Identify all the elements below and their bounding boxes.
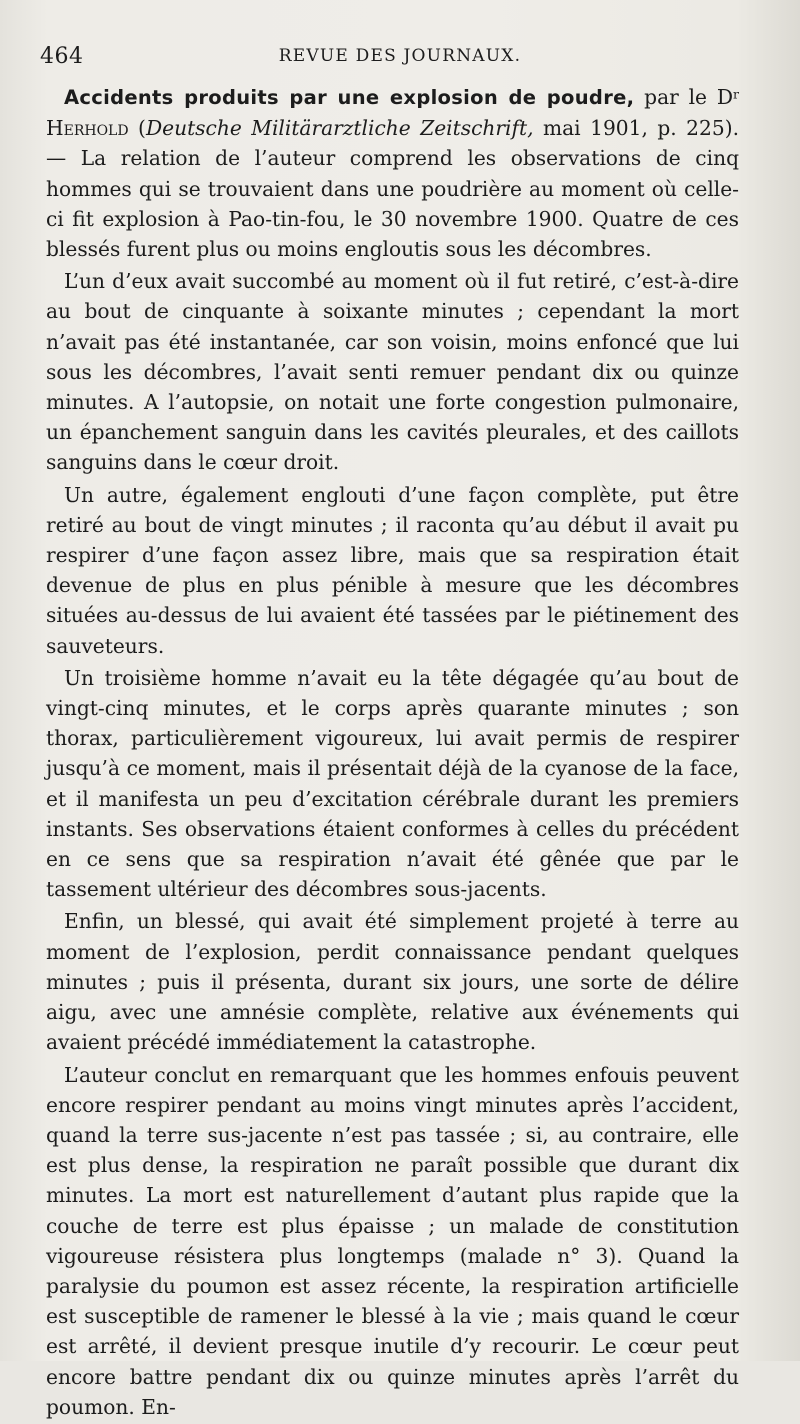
author-name: Herhold [46,116,129,141]
paragraph-third-victim: Un troisième homme n’avait eu la tête dégagée qu’au bout de vingt-cinq minutes, et le corps après quarante minutes ; son thorax, particulièrement vigoureux, lui avait permis de respirer jusqu’à ce moment, mais il présentait déjà de la cyanose de la face, et il manifesta un peu d’excitation cérébrale durant les premiers instants. Ses observations étaient conformes à celles du précédent en ce sens que sa respiration n’avait été gênée que par le tassement ultérieur des décombres sous-jacents. [46,665,739,902]
intro-text: — La relation de l’auteur comprend les observations de cinq hommes qui se trouvaient dans une poudrière au moment où celle-ci fit explosion à Pao-tin-fou, le 30 novembre 1900. Quatre de ces blessés furent plus ou moins engloutis sous les décombres. [46,146,739,262]
byline-connector: par le [634,85,717,109]
paragraph-first-victim: L’un d’eux avait succombé au moment où il fut retiré, c’est-à-dire au bout de cinquante à soixante minutes ; cependant la mort n’avait pas été instantanée, car son voisin, moins enfoncé que lui sous les décombres, l’avait senti remuer pendant dix ou quinze minutes. A l’autopsie, on notait une forte congestion pulmonaire, un épanchement sanguin dans les cavités pleurales, et des caillots sanguins dans le cœur droit. [46,269,739,475]
running-title: REVUE DES JOURNAUX. [278,46,522,66]
article-title: Accidents produits par une explosion de poudre, [64,86,635,109]
author-prefix: D [716,85,734,109]
article-body [46,82,739,1424]
paragraph-fourth-victim: Enfin, un blessé, qui avait été simplement projeté à terre au moment de l’explosion, perdit connaissance pendant quelques minutes ; puis il présenta, durant six jours, une sorte de délire aigu, avec une amnésie complète, relative aux événements qui avaient précédé immédiatement la catastrophe. [46,909,739,1055]
journal-name: Deutsche Militärarztliche Zeitschrift, [145,116,534,141]
citation-details: mai 1901, p. 225). [533,116,740,141]
paragraph-conclusion: L’auteur conclut en remarquant que les hommes enfouis peuvent encore respirer pendant au moins vingt minutes après l’accident, quand la terre sus-jacente n’est pas tassée ; si, au contraire, elle est plus dense, la respiration ne paraît possible que durant dix minutes. La mort est naturellement d’autant plus rapide que la couche de terre est plus épaisse ; un malade de constitution vigoureuse résistera plus longtemps (malade n° 3). Quand la paralysie du poumon est assez récente, la respiration artificielle est susceptible de ramener le blessé à la vie ; mais quand le cœur est arrêté, il devient presque inutile d’y recourir. Le cœur peut encore battre pendant dix ou quinze minutes après l’arrêt du poumon. En- [46,1062,739,1419]
citation-open: ( [128,116,146,141]
running-header [40,40,760,76]
article-intro-paragraph [46,82,739,264]
author-prefix-superscript: r [733,86,739,102]
paragraph-second-victim: Un autre, également englouti d’une façon complète, put être retiré au bout de vingt minutes ; il raconta qu’au début il avait pu respirer d’une façon assez libre, mais que sa respiration était devenue de plus en plus pénible à mesure que les décombres situées au-dessus de lui avaient été tassées par le piétinement des sauveteurs. [46,482,739,658]
page-number: 464 [40,44,84,69]
